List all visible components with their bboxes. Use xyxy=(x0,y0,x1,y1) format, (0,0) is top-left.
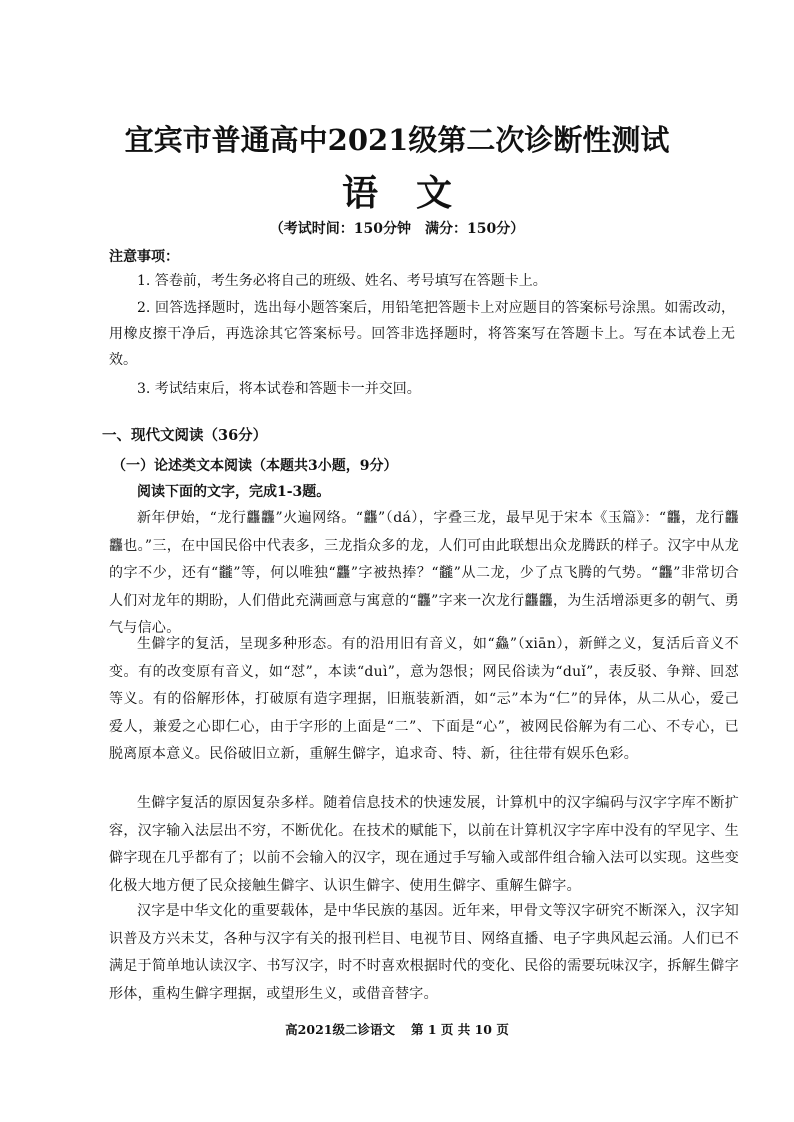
exam-info xyxy=(0,218,794,238)
notice-item: 3. 考试结束后，将本试卷和答题卡一并交回。 xyxy=(137,381,421,397)
passage-paragraph: 生僻字的复活，呈现多种形态。有的沿用旧有音义，如“鱻”（xiān），新鲜之义，复活后音义不变。有的改变原有音义，如“怼”，本读“duì”，意为怨恨；网民俗读为“duǐ”，表反驳、争辩、回怼等义。有的俗解形体，打破原有造字理据，旧瓶装新酒，如“忈”本为“仁”的异体，从二从心，爱己爱人，兼爱之心即仁心，由于字形的上面是“二”、下面是“心”，被网民俗解为有二心、不专心，已脱离原本意义。民俗破旧立新，重解生僻字，追求奇、特、新，往往带有娱乐色彩。 xyxy=(109,636,739,762)
page-number: 第 1 页 共 10 页 xyxy=(410,1022,509,1037)
passage-paragraph: 汉字是中华文化的重要载体，是中华民族的基因。近年来，甲骨文等汉字研究不断深入，汉字知识普及方兴未艾，各种与汉字有关的报刊栏目、电视节目、网络直播、电子字典风起云涌。人们已不满足于简单地认读汉字、书写汉字，时不时喜欢根据时代的变化、民俗的需要玩味汉字，拆解生僻字形体，重构生僻字理据，或望形生义，或借音替字。 xyxy=(109,903,739,1002)
notice-item: 1. 答卷前，考生务必将自己的班级、姓名、考号填写在答题卡上。 xyxy=(137,273,547,289)
page-footer xyxy=(0,1020,794,1038)
section-heading: 一、现代文阅读（36分） xyxy=(102,427,268,444)
exam-time: （考试时间：150分钟 xyxy=(269,221,411,237)
exam-title: 宜宾市普通高中2021级第二次诊断性测试 xyxy=(124,123,670,157)
footer-exam-label: 高2021级二诊语文 xyxy=(285,1022,395,1037)
reading-instruction: 阅读下面的文字，完成1-3题。 xyxy=(137,484,331,500)
subject-title: 语文 xyxy=(341,172,490,214)
notice-item: 2. 回答选择题时，选出每小题答案后，用铅笔把答题卡上对应题目的答案标号涂黑。如需改动，用橡皮擦干净后，再选涂其它答案标号。回答非选择题时，将答案写在答题卡上。写在本试卷上无效。 xyxy=(109,300,735,368)
notice-heading: 注意事项： xyxy=(109,249,179,265)
passage-paragraph: 新年伊始，“龙行龘龘”火遍网络。“龘”（dá），字叠三龙，最早见于宋本《玉篇》：“龘，龙行龘龘也。”三，在中国民俗中代表多，三龙指众多的龙，人们可由此联想出众龙腾跃的样子。汉字中从龙的字不少，还有“龖”等，何以唯独“龘”字被热捧？“龖”从二龙，少了点飞腾的气势。“龘”非常切合人们对龙年的期盼，人们借此充满画意与寓意的“龘”字来一次龙行龘龘，为生活增添更多的朝气、勇气与信心。 xyxy=(109,510,739,636)
full-score: 满分：150分） xyxy=(425,221,525,237)
subsection-heading: （一）论述类文本阅读（本题共3小题，9分） xyxy=(112,458,398,474)
passage-paragraph: 生僻字复活的原因复杂多样。随着信息技术的快速发展，计算机中的汉字编码与汉字字库不断扩容，汉字输入法层出不穷，不断优化。在技术的赋能下，以前在计算机汉字字库中没有的罕见字、生僻字现在几乎都有了；以前不会输入的汉字，现在通过手写输入或部件组合输入法可以实现。这些变化极大地方便了民众接触生僻字、认识生僻字、使用生僻字、重解生僻字。 xyxy=(109,795,739,894)
